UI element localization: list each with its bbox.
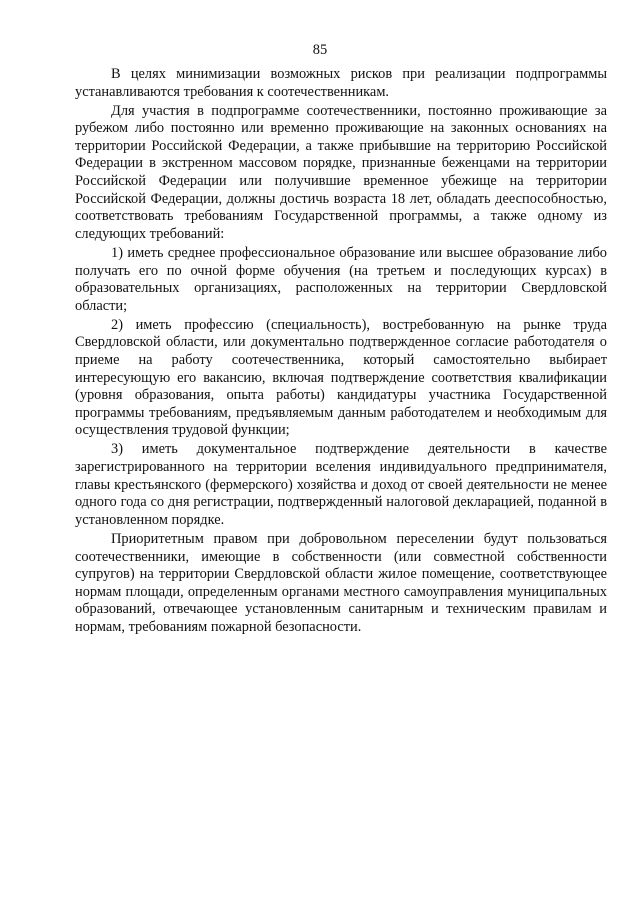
paragraph-participation-requirements: Для участия в подпрограмме соотечественники, постоянно проживающие за рубежом либо постоянно или временно проживающие на законных основаниях на территории Российской Федерации, а также прибывшие на территорию Российской Федерации в экстренном массовом порядке, признанные беженцами на территории Российской Федерации или получившие временное убежище на территории Российской Федерации, должны достичь возраста 18 лет, обладать дееспособностью, соответствовать требованиям Государственной программы, а также одному из следующих требований: — [75, 102, 607, 242]
paragraph-intro: В целях минимизации возможных рисков при реализации подпрограммы устанавливаются требования к соотечественникам. — [75, 66, 607, 100]
paragraph-requirement-entrepreneur: 3) иметь документальное подтверждение деятельности в качестве зарегистрированного на территории вселения индивидуального предпринимателя, главы крестьянского (фермерского) хозяйства и доход от своей деятельности не менее одного года со дня регистрации, подтвержденный налоговой декларацией, поданной в установленном порядке. — [75, 441, 607, 528]
paragraph-requirement-education: 1) иметь среднее профессиональное образование или высшее образование либо получать его по очной форме обучения (на третьем и последующих курсах) в образовательных организациях, расположенных на территории Свердловской области; — [75, 244, 607, 314]
paragraph-priority-right: Приоритетным правом при добровольном переселении будут пользоваться соотечественники, имеющие в собственности (или совместной собственности супругов) на территории Свердловской области жилое помещение, соответствующее нормам площади, определенным органами местного самоуправления муниципальных образований, отвечающее установленным санитарным и техническим правилам и нормам, требованиям пожарной безопасности. — [75, 530, 607, 635]
document-body — [75, 66, 607, 638]
paragraph-requirement-profession: 2) иметь профессию (специальность), востребованную на рынке труда Свердловской области, или документально подтвержденное согласие работодателя о приеме на работу соотечественника, который самостоятельно выбирает интересующую его вакансию, включая подтверждение соответствия квалификации (уровня образования, опыта работы) кандидатуры участника Государственной программы требованиям, предъявляемым данным работодателем и необходимым для осуществления трудовой функции; — [75, 316, 607, 439]
page-number: 85 — [312, 42, 328, 58]
